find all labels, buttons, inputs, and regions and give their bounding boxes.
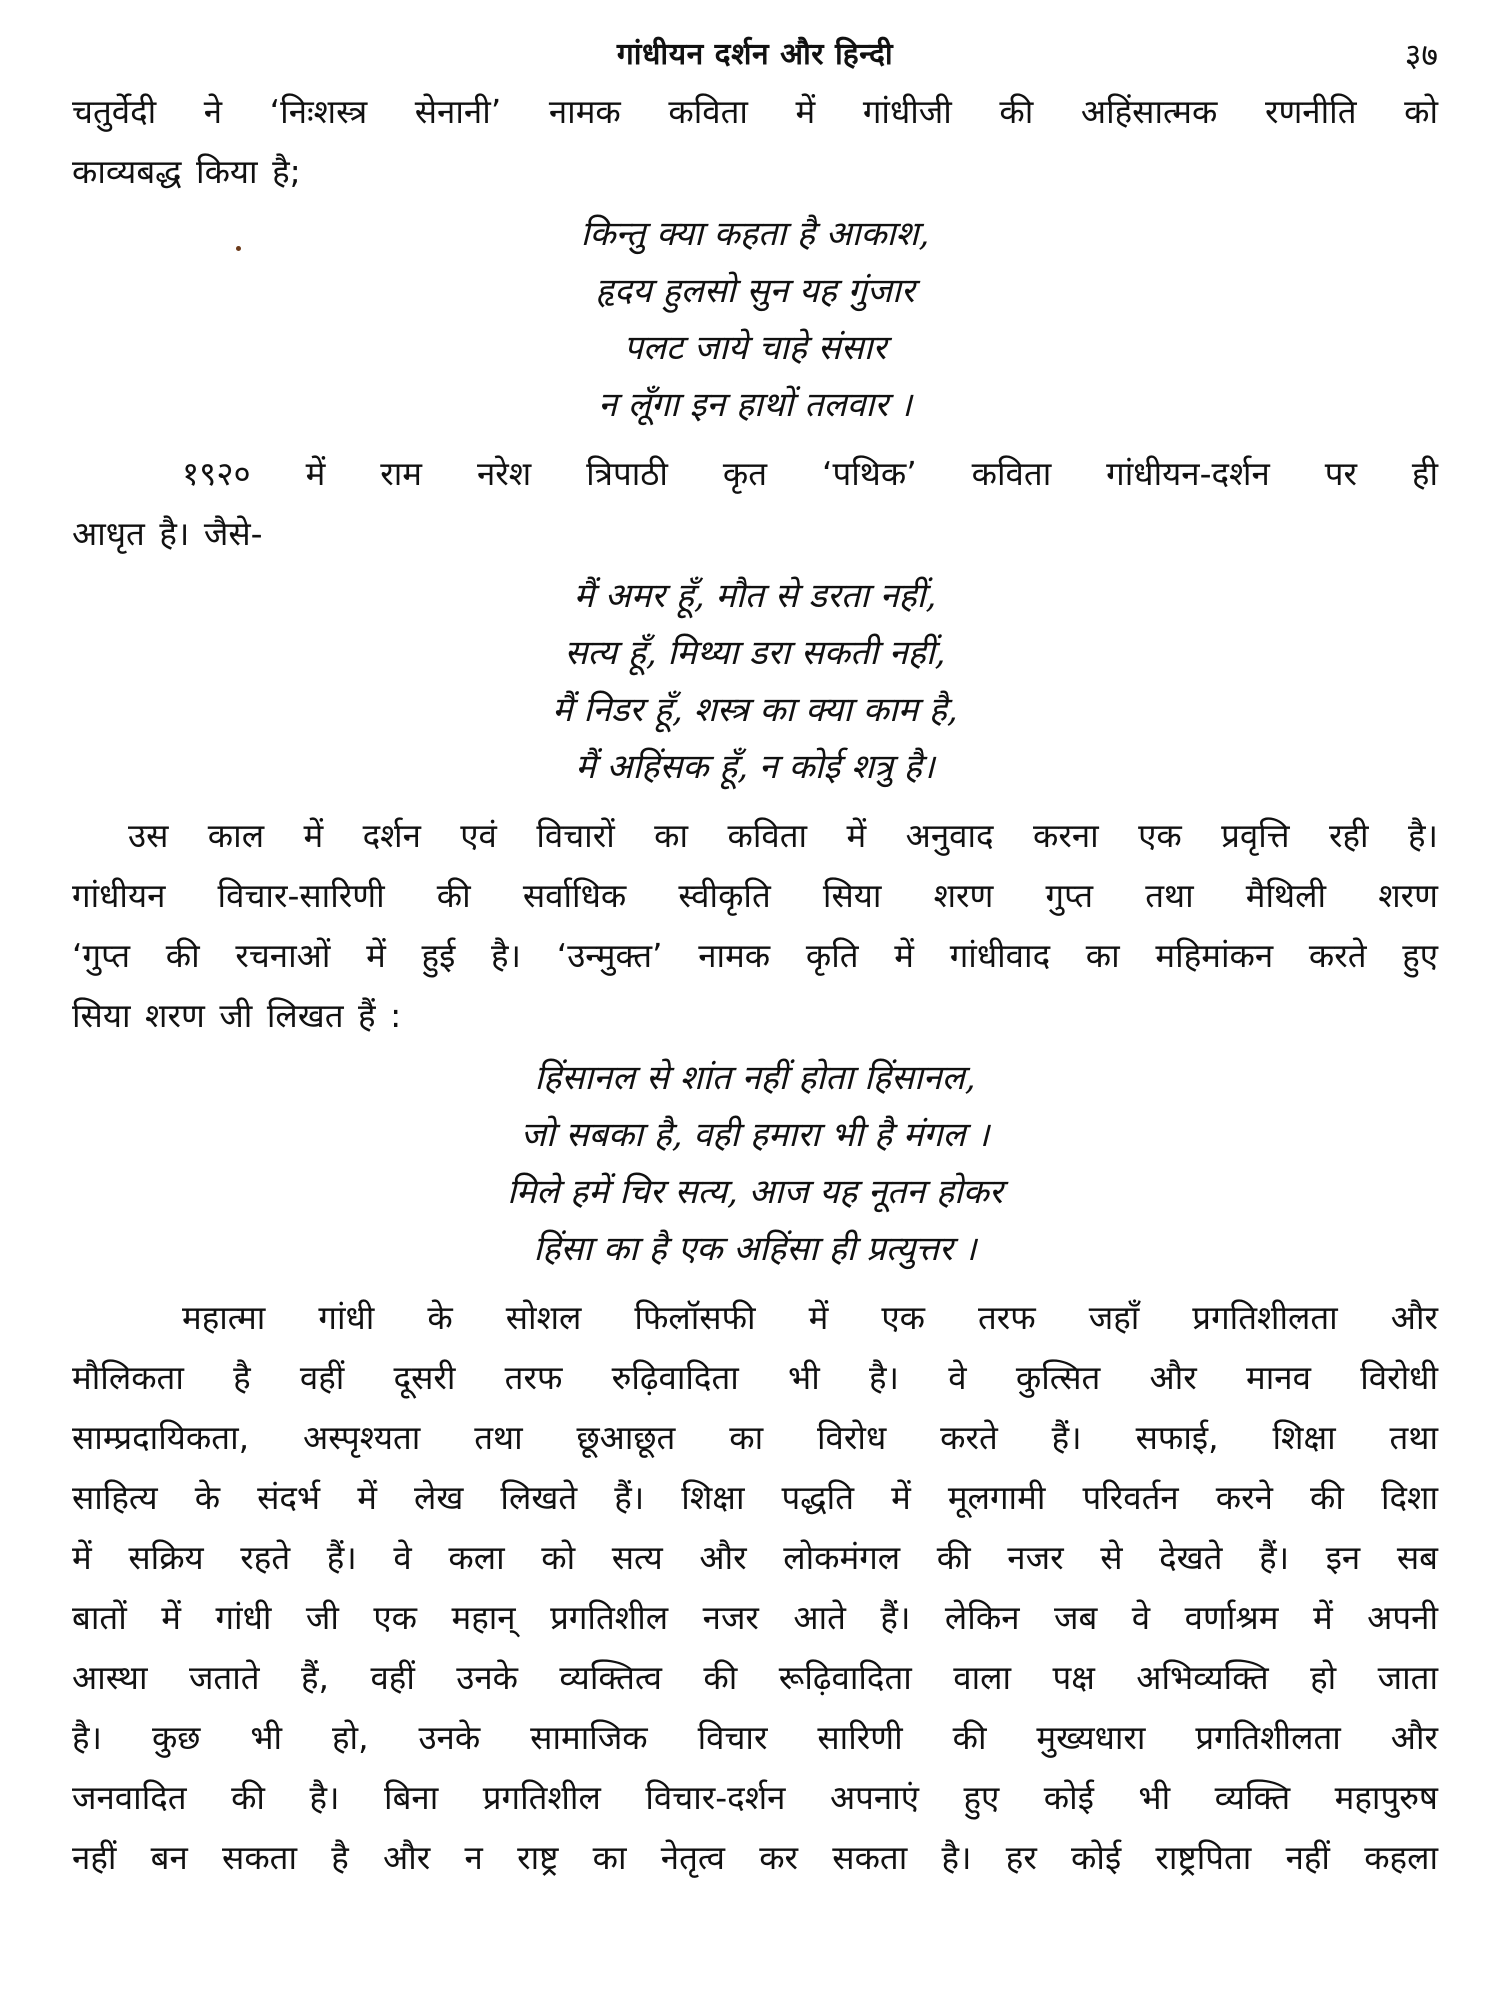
verse-line: मैं निडर हूँ, शस्त्र का क्या काम है, [552, 690, 958, 730]
verse-line: पलट जाये चाहे संसार [623, 328, 887, 368]
verse-line: सत्य हूँ, मिथ्या डरा सकती नहीं, [564, 633, 946, 673]
verse-line: जो सबका है, वही हमारा भी है मंगल । [520, 1115, 990, 1155]
verse-line: हृदय हुलसो सुन यह गुंजार [595, 271, 915, 311]
text-line: साम्प्रदायिकता, अस्पृश्यता तथा छूआछूत का विरोध करते हैं। सफाई, शिक्षा तथा [72, 1418, 1438, 1457]
text-line: आधृत है। जैसे- [72, 514, 263, 553]
text-line: साहित्य के संदर्भ में लेख लिखते हैं। शिक्षा पद्धति में मूलगामी परिवर्तन करने की दिशा [72, 1478, 1438, 1517]
page-header [72, 28, 1438, 82]
text-line: जनवादित की है। बिना प्रगतिशील विचार-दर्शन अपनाएं हुए कोई भी व्यक्ति महापुरुष [72, 1778, 1438, 1817]
running-head: गांधीयन दर्शन और हिन्दी [616, 37, 894, 72]
text-line: आस्था जताते हैं, वहीं उनके व्यक्तित्व की रूढ़िवादिता वाला पक्ष अभिव्यक्ति हो जाता [72, 1658, 1438, 1697]
text-line: काव्यबद्ध किया है; [72, 152, 301, 191]
text-line: सिया शरण जी लिखत हैं : [72, 996, 402, 1035]
verse-line: न लूँगा इन हाथों तलवार । [598, 385, 912, 425]
verse-line: मिले हमें चिर सत्य, आज यह नूतन होकर [507, 1172, 1003, 1212]
verse-line: किन्तु क्या कहता है आकाश, [580, 214, 930, 254]
verse-line: मैं अमर हूँ, मौत से डरता नहीं, [573, 576, 937, 616]
verse-line: हिंसा का है एक अहिंसा ही प्रत्युत्तर । [533, 1229, 977, 1269]
verse-line: मैं अहिंसक हूँ, न कोई शत्रु है। [575, 747, 935, 787]
paragraph-3 [72, 806, 1438, 1046]
page-number: ३७ [1404, 36, 1438, 74]
verse-line: हिंसानल से शांत नहीं होता हिंसानल, [534, 1058, 976, 1098]
paragraph-1 [72, 82, 1438, 202]
text-line: मौलिकता है वहीं दूसरी तरफ रुढ़िवादिता भी है। वे कुत्सित और मानव विरोधी [72, 1358, 1438, 1397]
text-line: है। कुछ भी हो, उनके सामाजिक विचार सारिणी की मुख्यधारा प्रगतिशीलता और [72, 1718, 1438, 1757]
text-line: उस काल में दर्शन एवं विचारों का कविता में अनुवाद करना एक प्रवृत्ति रही है। [128, 816, 1438, 855]
text-line: नहीं बन सकता है और न राष्ट्र का नेतृत्व कर सकता है। हर कोई राष्ट्रपिता नहीं कहला [72, 1838, 1438, 1877]
text-line: में सक्रिय रहते हैं। वे कला को सत्य और लोकमंगल की नजर से देखते हैं। इन सब [72, 1538, 1438, 1577]
text-line: गांधीयन विचार-सारिणी की सर्वाधिक स्वीकृति सिया शरण गुप्त तथा मैथिली शरण [72, 876, 1438, 915]
text-line: चतुर्वेदी ने ‘निःशस्त्र सेनानी’ नामक कविता में गांधीजी की अहिंसात्मक रणनीति को [72, 92, 1438, 131]
text-line: १९२० में राम नरेश त्रिपाठी कृत ‘पथिक’ कविता गांधीयन-दर्शन पर ही [182, 454, 1438, 493]
ink-speck [236, 246, 241, 251]
text-line: महात्मा गांधी के सोशल फिलॉसफी में एक तरफ जहाँ प्रगतिशीलता और [182, 1298, 1438, 1337]
paragraph-4 [72, 1288, 1438, 1888]
verse-1 [72, 206, 1438, 434]
verse-2 [72, 568, 1438, 796]
verse-3 [72, 1050, 1438, 1278]
text-line: बातों में गांधी जी एक महान् प्रगतिशील नजर आते हैं। लेकिन जब वे वर्णाश्रम में अपनी [72, 1598, 1438, 1637]
paragraph-2 [72, 444, 1438, 564]
text-line: ‘गुप्त की रचनाओं में हुई है। ‘उन्मुक्त’ नामक कृति में गांधीवाद का महिमांकन करते हुए [72, 936, 1438, 975]
